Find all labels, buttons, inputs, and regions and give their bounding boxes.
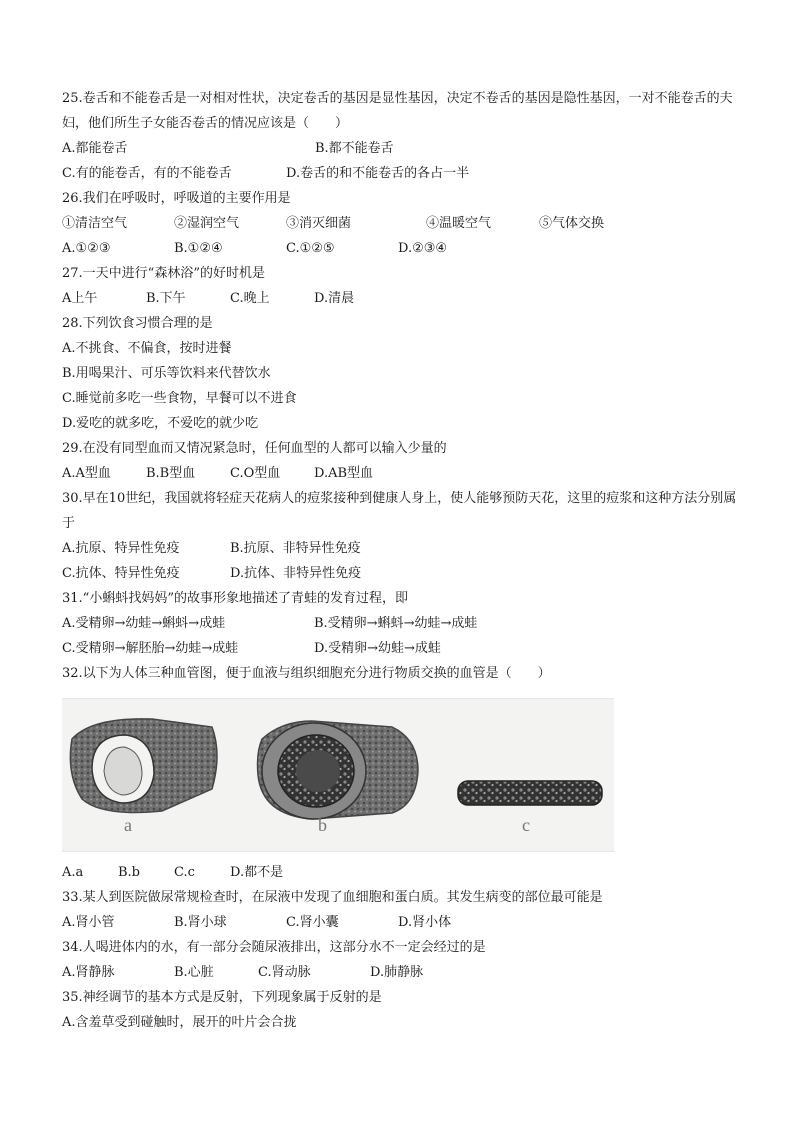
question-26-option-d[interactable]: D.②③④ xyxy=(398,241,448,256)
question-31-stem: 31.“小蝌蚪找妈妈”的故事形象地描述了青蛙的发育过程，即 xyxy=(62,591,408,606)
question-31-options-row2 xyxy=(62,636,742,661)
figure-label-c: c xyxy=(522,815,530,835)
blood-vessel-figure xyxy=(62,698,614,852)
question-30-stem: 30.早在10世纪，我国就将轻症天花病人的痘浆接种到健康人身上，使人能够预防天花，这里的痘浆和这种方法分别属于 xyxy=(62,491,737,531)
question-26-item-5: ⑤气体交换 xyxy=(539,216,605,231)
question-34-option-a[interactable]: A.肾静脉 xyxy=(62,965,115,980)
question-27-option-b[interactable]: B.下午 xyxy=(146,291,186,306)
question-35-stem: 35.神经调节的基本方式是反射，下列现象属于反射的是 xyxy=(62,990,382,1005)
question-32-options xyxy=(62,860,742,885)
question-28-option-a[interactable]: A.不挑食、不偏食，按时进餐 xyxy=(62,341,232,356)
question-26-option-a[interactable]: A.①②③ xyxy=(62,241,111,256)
question-26-item-4: ④温暖空气 xyxy=(426,216,492,231)
question-28-stem: 28.下列饮食习惯合理的是 xyxy=(62,316,213,331)
question-34-stem: 34.人喝进体内的水，有一部分会随尿液排出，这部分水不一定会经过的是 xyxy=(62,940,486,955)
question-34-option-c[interactable]: C.肾动脉 xyxy=(258,965,311,980)
question-32-option-a[interactable]: A.a xyxy=(62,865,84,880)
question-30-options-row2 xyxy=(62,561,742,586)
question-33-options xyxy=(62,910,742,935)
question-27-option-c[interactable]: C.晚上 xyxy=(230,291,270,306)
question-29-options xyxy=(62,461,742,486)
question-31-option-b[interactable]: B.受精卵→蝌蚪→幼蛙→成蛙 xyxy=(314,616,478,631)
question-34-options xyxy=(62,960,742,985)
question-30-options-row1 xyxy=(62,536,742,561)
question-27-option-a[interactable]: A上午 xyxy=(62,291,98,306)
blood-vessel-drawing xyxy=(62,699,614,851)
question-28-option-c[interactable]: C.睡觉前多吃一些食物，早餐可以不进食 xyxy=(62,391,297,406)
question-33-option-b[interactable]: B.肾小球 xyxy=(174,915,227,930)
question-31-option-a[interactable]: A.受精卵→幼蛙→蝌蚪→成蛙 xyxy=(62,616,226,631)
question-25-options-row2 xyxy=(62,161,742,186)
question-25-option-c[interactable]: C.有的能卷舌，有的不能卷舌 xyxy=(62,166,232,181)
question-33-option-a[interactable]: A.肾小管 xyxy=(62,915,115,930)
question-33-option-d[interactable]: D.肾小体 xyxy=(398,915,452,930)
question-27-option-d[interactable]: D.清晨 xyxy=(314,291,355,306)
exam-page xyxy=(62,86,742,1035)
question-28-option-d[interactable]: D.爱吃的就多吃，不爱吃的就少吃 xyxy=(62,416,259,431)
question-26-item-3: ③消灭细菌 xyxy=(286,216,352,231)
vessel-b-artery xyxy=(258,721,419,819)
question-29-option-d[interactable]: D.AB型血 xyxy=(314,466,374,481)
question-30-option-c[interactable]: C.抗体、特异性免疫 xyxy=(62,566,180,581)
question-29-stem: 29.在没有同型血而又情况紧急时，任何血型的人都可以输入少量的 xyxy=(62,441,447,456)
question-26-item-1: ①清洁空气 xyxy=(62,216,128,231)
question-32-option-d[interactable]: D.都不是 xyxy=(230,865,284,880)
question-25-option-b[interactable]: B.都不能卷舌 xyxy=(315,141,394,156)
question-25-options-row1 xyxy=(62,136,742,161)
question-32-stem: 32.以下为人体三种血管图，便于血液与组织细胞充分进行物质交换的血管是（ ） xyxy=(62,666,551,681)
question-29-option-c[interactable]: C.O型血 xyxy=(230,466,281,481)
question-26-option-c[interactable]: C.①②⑤ xyxy=(286,241,335,256)
question-25-option-a[interactable]: A.都能卷舌 xyxy=(62,141,128,156)
question-30-option-d[interactable]: D.抗体、非特异性免疫 xyxy=(230,566,362,581)
question-26-options xyxy=(62,236,742,261)
vessel-c-capillary xyxy=(458,781,602,805)
question-32-option-b[interactable]: B.b xyxy=(118,865,141,880)
question-26-items xyxy=(62,211,742,236)
figure-label-b: b xyxy=(318,815,327,835)
question-31-option-c[interactable]: C.受精卵→解胚胎→幼蛙→成蛙 xyxy=(62,641,239,656)
question-29-option-a[interactable]: A.A型血 xyxy=(62,466,111,481)
question-27-options xyxy=(62,286,742,311)
question-29-option-b[interactable]: B.B型血 xyxy=(146,466,196,481)
question-27-stem: 27.一天中进行“森林浴”的好时机是 xyxy=(62,266,265,281)
question-35-option-a[interactable]: A.含羞草受到碰触时，展开的叶片会合拢 xyxy=(62,1015,297,1030)
question-30-option-b[interactable]: B.抗原、非特异性免疫 xyxy=(230,541,361,556)
question-31-options-row1 xyxy=(62,611,742,636)
question-32-option-c[interactable]: C.c xyxy=(174,865,195,880)
question-28-option-b[interactable]: B.用喝果汁、可乐等饮料来代替饮水 xyxy=(62,366,271,381)
question-26-option-b[interactable]: B.①②④ xyxy=(174,241,223,256)
question-34-option-d[interactable]: D.肺静脉 xyxy=(370,965,424,980)
question-34-option-b[interactable]: B.心脏 xyxy=(174,965,214,980)
figure-label-a: a xyxy=(124,815,132,835)
question-31-option-d[interactable]: D.受精卵→幼蛙→成蛙 xyxy=(314,641,441,656)
question-30-option-a[interactable]: A.抗原、特异性免疫 xyxy=(62,541,180,556)
question-25-option-d[interactable]: D.卷舌的和不能卷舌的各占一半 xyxy=(286,166,470,181)
question-33-option-c[interactable]: C.肾小囊 xyxy=(286,915,339,930)
question-33-stem: 33.某人到医院做尿常规检查时，在尿液中发现了血细胞和蛋白质。其发生病变的部位最可能是 xyxy=(62,890,603,905)
vessel-a-vein xyxy=(70,719,217,813)
question-26-stem: 26.我们在呼吸时，呼吸道的主要作用是 xyxy=(62,191,291,206)
question-25-stem: 25.卷舌和不能卷舌是一对相对性状，决定卷舌的基因是显性基因，决定不卷舌的基因是隐性基因，一对不能卷舌的夫妇，他们所生子女能否卷舌的情况应该是（ ） xyxy=(62,91,733,131)
question-26-item-2: ②湿润空气 xyxy=(174,216,240,231)
